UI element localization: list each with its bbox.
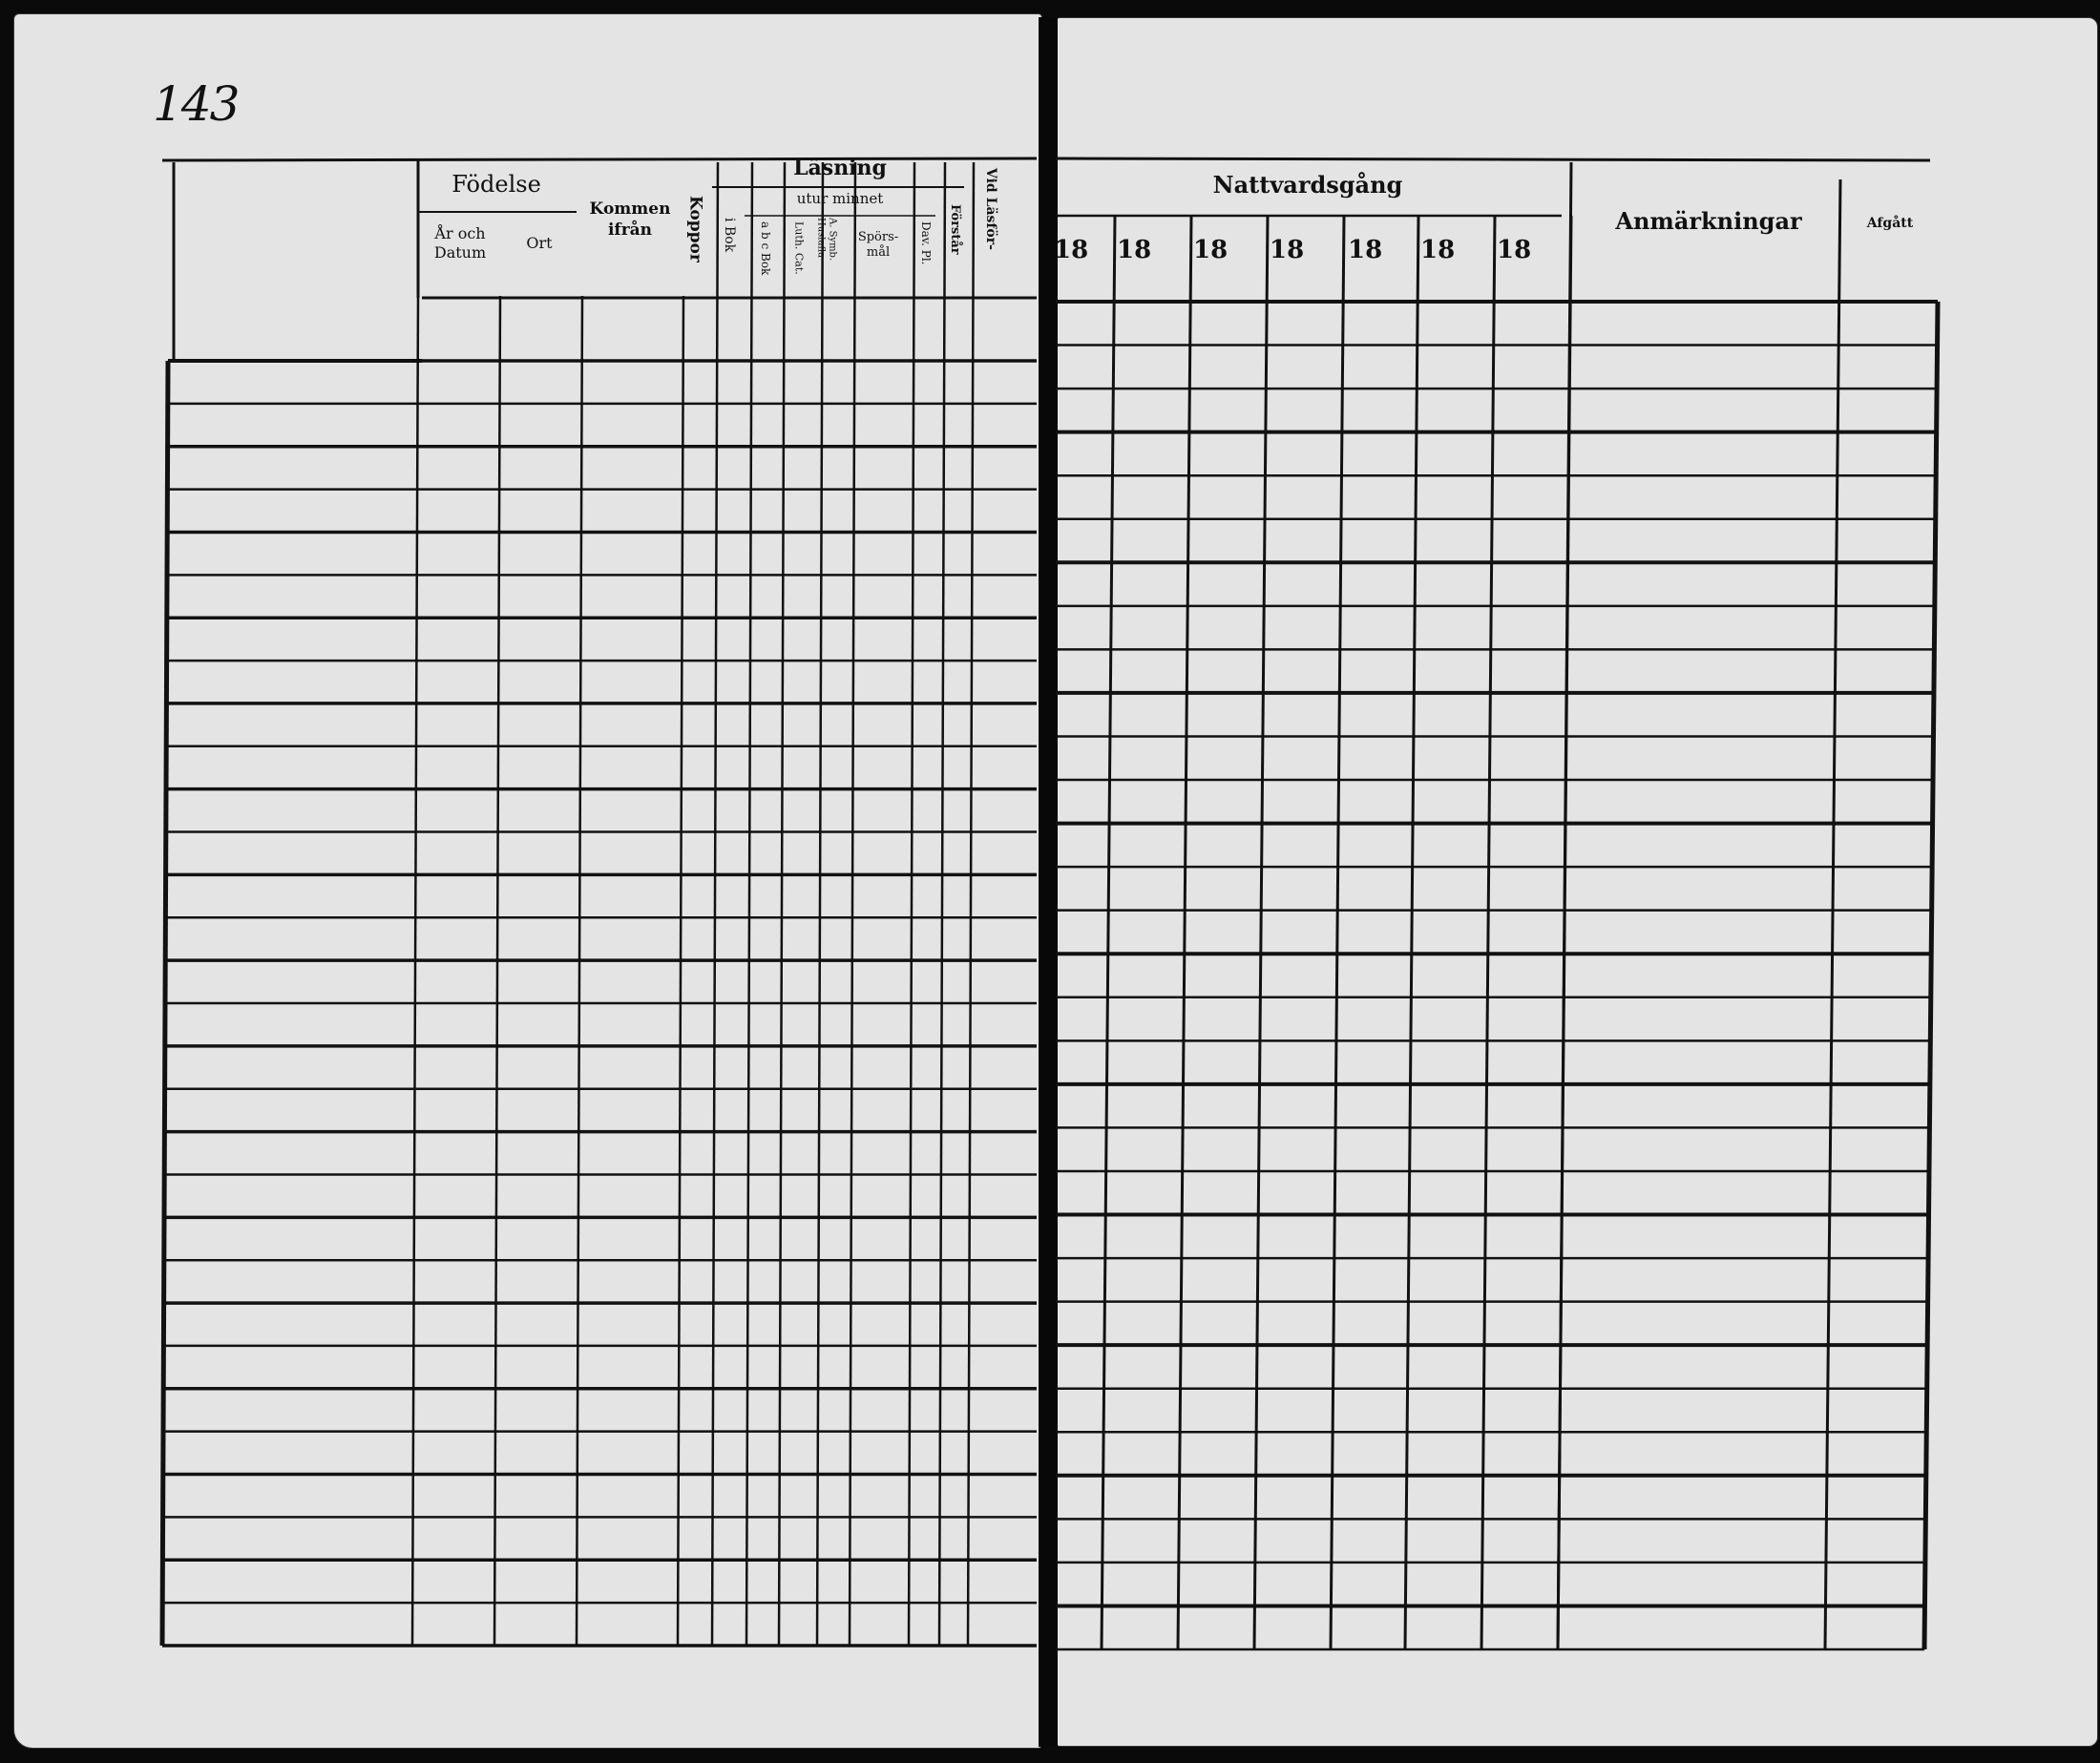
right-outer-rule [1924,302,1938,1649]
left-col-rule [494,296,500,1646]
afgatt-left-rule [1825,179,1840,1649]
header-ifran: ifrån [607,220,653,240]
left-col-rule [817,162,823,1646]
header-fodelse: Födelse [452,171,541,198]
header-year-7: 18 [1497,236,1532,264]
header-afgatt: Afgått [1866,216,1914,231]
header-abc-bok: a b c Bok [758,221,772,276]
header-dav-pl: Dav. Pl. [918,221,933,265]
left-col-rule [909,162,914,1646]
header-lasning: Läsning [793,156,887,180]
left-col-rule [412,296,418,1646]
left-col-rule [968,162,974,1646]
header-luth-cat: Luth. Cat. [792,221,806,275]
header-forstar: Förstår [947,204,962,255]
right-header-top-rule [1056,158,1930,160]
header-nattvardsgang: Nattvardsgång [1212,171,1403,199]
left-col-rule [678,296,683,1646]
header-utur-minnet: utur minnet [796,190,884,207]
header-huslafla: Huslafla [815,218,827,259]
header-i-bok: i Bok [722,218,738,253]
left-table-grid [162,158,1037,1646]
header-year-3: 18 [1193,236,1228,264]
header-datum: Datum [433,243,487,262]
header-mal: mål [866,245,891,260]
header-year-5: 18 [1348,236,1383,264]
left-col-rule [850,162,855,1646]
anmark-left-rule [1558,162,1571,1649]
left-col-rule [746,162,752,1646]
header-ort: Ort [526,234,553,252]
header-a-symb: A. Symb. [827,218,838,262]
header-sporsmal: Spörs- [857,230,899,244]
left-col-rule [779,162,785,1646]
header-year-6: 18 [1420,236,1456,264]
header-koppor: Koppor [685,196,705,262]
header-kommen: Kommen [589,199,671,219]
page-number: 143 [153,76,239,132]
header-year-2: 18 [1117,236,1152,264]
header-anmarkningar: Anmärkningar [1615,207,1802,235]
left-col-rule [577,296,582,1646]
left-col-rule [939,162,945,1646]
left-col-rule [712,162,718,1646]
header-year-4: 18 [1270,236,1305,264]
header-ar-och: År och [434,224,486,242]
right-table-grid [1056,158,1938,1649]
header-year-1: 18 [1054,236,1089,264]
header-vid-lasfor: Vid Läsför- [983,168,999,250]
